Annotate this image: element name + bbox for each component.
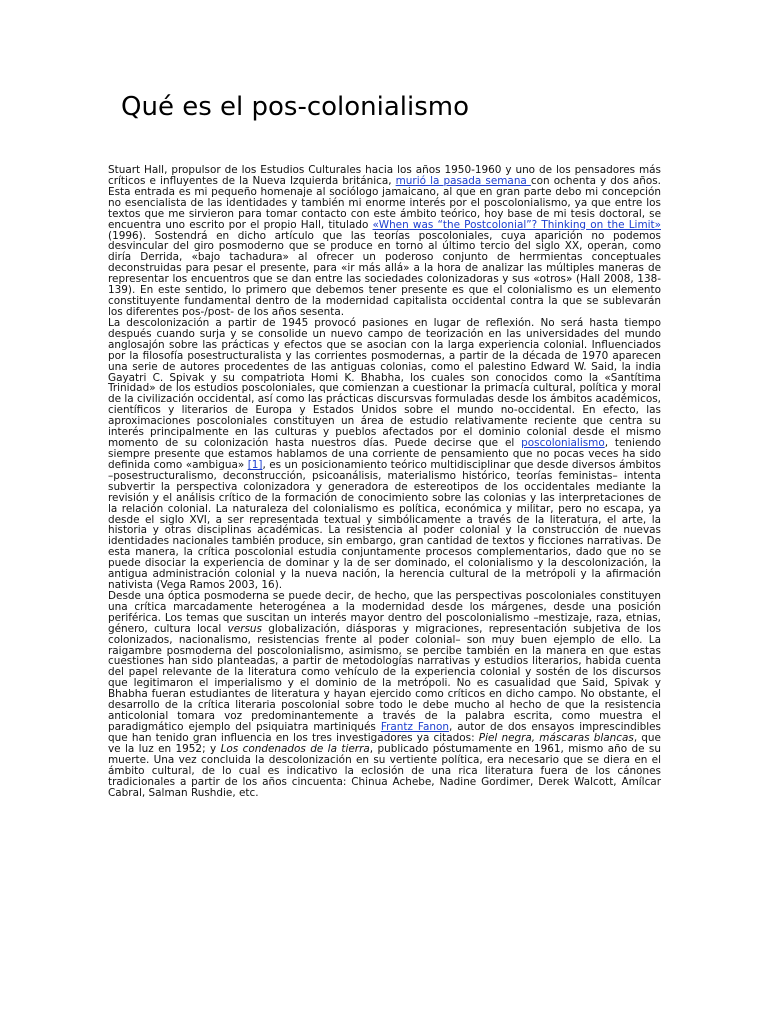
text-run: , teniendo siempre presente que estamos hablamos de una corriente de pensamiento que no pocas veces ha sido definida como «ambigua»	[108, 437, 661, 471]
text-run: Desde una óptica posmoderna se puede decir, de hecho, que las perspectivas poscoloniales constituyen una crítica marcadamente heterogénea a la modernidad desde los márgenes, desde una posición periférica. Los temas que suscitan un interés mayor dentro del poscolonialismo –mestizaje, raza, etnias, género, cultura local	[108, 589, 661, 635]
text-run: La descolonización a partir de 1945 provocó pasiones en lugar de reflexión. No será hasta tiempo después cuando surja y se consolide un nuevo campo de teorización en las universidades del mundo anglosajón sobre las prácticas y efectos que se asocian con la larga experiencia colonial. Influenciados por la filosofía posestructuralista y las corrientes posmodernas, a partir de la década de 1970 aparecen una serie de autores procedentes de las antiguas colonias, como el palestino Edward W. Said, la india Gayatri C. Spivak y su compatriota Homi K. Bhabha, los cuales son conocidos como la «Santítima Trinidad» de los estudios poscoloniales, que comienzan a cuestionar la primacía cultural, política y moral de la civilización occidental, así como las prácticas discursvas formuladas desde los ámbitos académicos, científicos y literarios de Europa y Estados Unidos sobre el mundo no-occidental. En efecto, las aproximaciones poscoloniales constituyen un área de estudio relativamente reciente que centra su interés principalmente en las culturas y pueblos afectados por el dominio colonial desde el mismo momento de su colonización hasta nuestros días. Puede decirse que el	[108, 316, 661, 450]
text-run: , que ve la luz en 1952; y	[108, 731, 661, 755]
link-when-was-the-postcolonial[interactable]: «When was “the Postcolonial”? Thinking on the Limit»	[372, 218, 661, 231]
emphasis-versus: versus	[227, 622, 262, 635]
text-run: con ochenta y dos años. Esta entrada es mi pequeño homenaje al sociólogo jamaicano, al que en gran parte debo mi concepción no esencialista de las identidades y también mi enorme interés por el poscolonialismo, ya que entre los textos que me sirvieron para tomar contacto con este ámbito teórico, hoy base de mi tesis doctoral, se encuentra uno escrito por el propio Hall, titulado	[108, 174, 661, 231]
text-run: Stuart Hall, propulsor de los Estudios Culturales hacia los años 1950-1960 y uno de los pensadores más críticos e influyentes de la Nueva Izquierda británica,	[108, 164, 661, 187]
paragraph-2	[108, 318, 661, 591]
text-run: , publicado póstumamente en 1961, mismo año de su muerte. Una vez concluida la descolonización en su vertiente política, era necesario que se diera en el ámbito cultural, de lo cual es indicativo la eclosión de una rica literatura fuera de los cánones tradicionales a partir de los años cincuenta: Chinua Achebe, Nadine Gordimer, Derek Walcott, Amílcar Cabral, Salman Rushdie, etc.	[108, 742, 661, 799]
paragraph-3	[108, 591, 661, 799]
link-murio-pasada-semana[interactable]: murió la pasada semana	[395, 174, 531, 187]
book-title-condenados: Los condenados de la tierra	[220, 742, 370, 755]
text-run: , es un posicionamiento teórico multidisciplinar que desde diversos ámbitos –posestructuralismo, deconstrucción, psicoanálisis, materialismo histórico, teorías feministas– intenta subvertir la perspectiva colonizadora y generadora de estereotipos de los occidentales mediante la revisión y el análisis crítico de la formación de conocimiento sobre las colonias y las interpretaciones de la relación colonial. La naturaleza del colonialismo es política, económica y militar, pero no escapa, ya desde el siglo XVI, a ser representada textual y simbólicamente a través de la literatura, el arte, la historia y otras disciplinas académicas. La resistencia al poder colonial y la construcción de nuevas identidades nacionales también produce, sin embargo, gran cantidad de textos y ficciones narrativas. De esta manera, la crítica poscolonial estudia conjuntamente procesos complementarios, dado que no se puede disociar la experiencia de dominar y la de ser dominado, el colonialismo y la descolonización, la antigua administración colonial y la nueva nación, la herencia cultural de la metrópoli y la afirmación nativista (Vega Ramos 2003, 16).	[108, 458, 661, 592]
paragraph-1	[108, 165, 661, 318]
link-poscolonialismo[interactable]: poscolonialismo	[521, 437, 605, 450]
text-run: globalización, diásporas y migraciones, representación subjetiva de los colonizados, nacionalismo, resistencias frente al poder colonial– son muy buen ejemplo de ello. La raigambre posmoderna del poscolonialismo, asimismo, se percibe también en la manera en que estas cuestiones han sido planteadas, a partir de metodologías narrativas y estudios literarios, habida cuenta del papel relevante de la literatura como vehículo de la experiencia colonial y sostén de los discursos que legitimaron el imperialismo y el dominio de la metrópoli. No es casualidad que Said, Spivak y Bhabha fueran estudiantes de literatura y hayan ejercido como críticos en dicho campo. No obstante, el desarrollo de la crítica literaria poscolonial sobre todo le debe mucho al hecho de que la resistencia anticolonial tomara voz predominantemente a través de la palabra escrita, como muestra el paradigmático ejemplo del psiquiatra martiniqués	[108, 622, 661, 734]
text-run: , autor de dos ensayos imprescindibles que han tenido gran influencia en los tres investigadores ya citados:	[108, 721, 661, 744]
footnote-link-1[interactable]: [1]	[247, 458, 263, 471]
book-title-piel-negra: Piel negra, máscaras blancas	[478, 731, 634, 744]
page-title: Qué es el pos-colonialismo	[121, 92, 470, 122]
text-run: (1996). Sostendrá en dicho artículo que las teorías poscoloniales, cuya aparición no podemos desvincular del giro posmoderno que se produce en torno al último tercio del siglo XX, operan, como diría Derrida, «bajo tachadura» al ofrecer un poderoso conjunto de herrmientas conceptuales deconstruidas para pesar el presente, para «ir más allá» a la hora de analizar las múltiples maneras de representar los encuentros que se dan entre las sociedades colonizadoras y sus «otros» (Hall 2008, 138-139). En este sentido, lo primero que debemos tener presente es que el colonialismo es un elemento constituyente fundamental dentro de la modernidad capitalista occidental contra la que se sublevarán los diferentes pos-/post- de los años sesenta.	[108, 229, 661, 318]
article-body	[108, 165, 661, 798]
link-frantz-fanon[interactable]: Frantz Fanon	[380, 721, 449, 734]
